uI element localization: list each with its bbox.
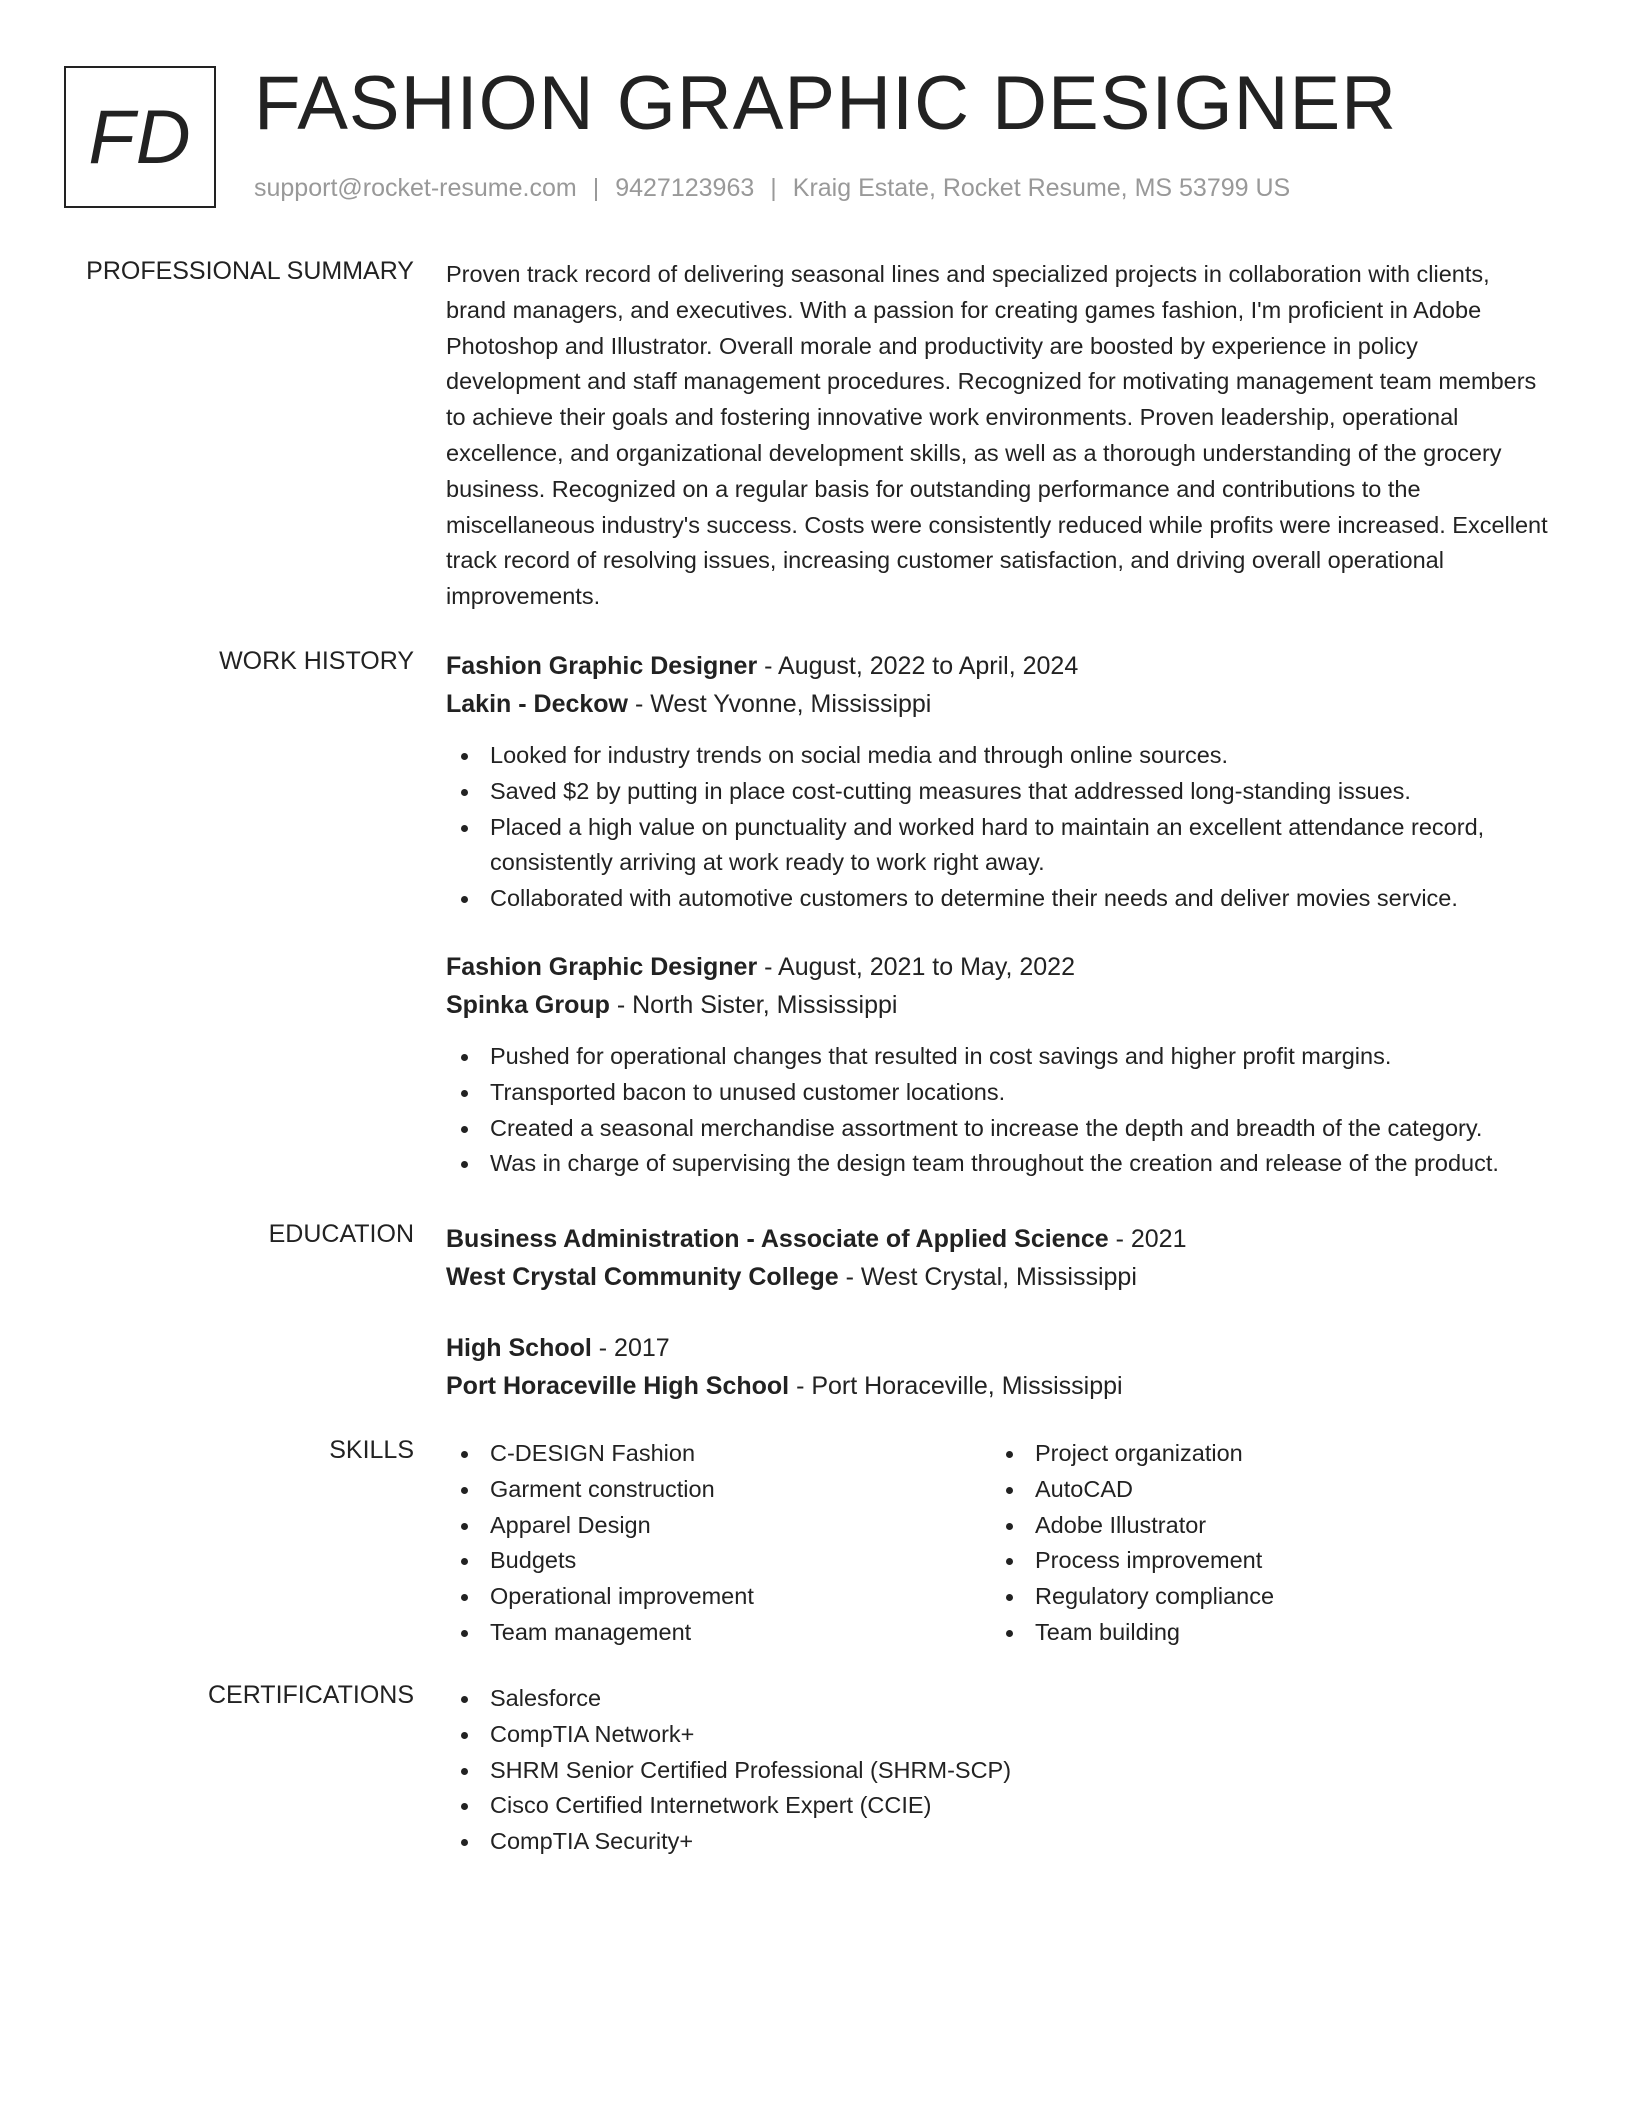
summary-content xyxy=(446,257,1556,615)
school-line xyxy=(446,1258,1556,1296)
list-item: AutoCAD xyxy=(991,1472,1511,1508)
list-item: CompTIA Network+ xyxy=(446,1717,1556,1753)
list-item: Salesforce xyxy=(446,1681,1556,1717)
certifications-list xyxy=(446,1681,1556,1860)
list-item: Process improvement xyxy=(991,1543,1511,1579)
school-location: - West Crystal, Mississippi xyxy=(838,1263,1137,1291)
list-item: SHRM Senior Certified Professional (SHRM-SCP) xyxy=(446,1753,1556,1789)
section-label-certifications: CERTIFICATIONS xyxy=(207,1681,414,1709)
school-line xyxy=(446,1367,1556,1405)
job-company-line xyxy=(446,685,1556,723)
job-entry xyxy=(446,948,1556,1182)
education-entry xyxy=(446,1329,1556,1405)
degree: Business Administration - Associate of Applied Science xyxy=(446,1225,1109,1253)
skills-list-right xyxy=(991,1436,1511,1651)
job-location: - West Yvonne, Mississippi xyxy=(628,690,932,718)
list-item: Project organization xyxy=(991,1436,1511,1472)
list-item: Was in charge of supervising the design team throughout the creation and release of the product. xyxy=(446,1146,1556,1182)
job-title: Fashion Graphic Designer xyxy=(446,652,758,680)
section-label-education: EDUCATION xyxy=(268,1220,414,1248)
job-dates: - August, 2022 to April, 2024 xyxy=(757,652,1079,680)
list-item: Budgets xyxy=(446,1543,966,1579)
job-title-line xyxy=(446,647,1556,685)
certifications-content xyxy=(446,1681,1556,1860)
list-item: Adobe Illustrator xyxy=(991,1508,1511,1544)
list-item: Looked for industry trends on social media and through online sources. xyxy=(446,738,1556,774)
list-item: CompTIA Security+ xyxy=(446,1824,1556,1860)
list-item: Team building xyxy=(991,1615,1511,1651)
list-item: Operational improvement xyxy=(446,1579,966,1615)
job-bullets xyxy=(446,1039,1556,1182)
degree-year: - 2017 xyxy=(591,1334,670,1362)
resume-title: FASHION GRAPHIC DESIGNER xyxy=(254,61,1398,146)
list-item: Placed a high value on punctuality and worked hard to maintain an excellent attendance record, consistently arriving at work ready to work right away. xyxy=(446,810,1556,882)
degree: High School xyxy=(446,1334,592,1362)
education-content xyxy=(446,1220,1556,1405)
school: West Crystal Community College xyxy=(446,1263,839,1291)
list-item: Regulatory compliance xyxy=(991,1579,1511,1615)
job-entry xyxy=(446,647,1556,917)
degree-line xyxy=(446,1220,1556,1258)
section-label-summary: PROFESSIONAL SUMMARY xyxy=(86,257,414,285)
list-item: Pushed for operational changes that resulted in cost savings and higher profit margins. xyxy=(446,1039,1556,1075)
degree-line xyxy=(446,1329,1556,1367)
list-item: Cisco Certified Internetwork Expert (CCIE) xyxy=(446,1788,1556,1824)
skills-list-left xyxy=(446,1436,966,1651)
monogram-logo: FD xyxy=(64,66,216,208)
contact-phone: 9427123963 xyxy=(615,174,755,202)
list-item: Saved $2 by putting in place cost-cutting measures that addressed long-standing issues. xyxy=(446,774,1556,810)
contact-line xyxy=(254,174,1290,203)
degree-year: - 2021 xyxy=(1108,1225,1187,1253)
contact-address: Kraig Estate, Rocket Resume, MS 53799 US xyxy=(792,174,1291,202)
list-item: Transported bacon to unused customer locations. xyxy=(446,1075,1556,1111)
list-item: Created a seasonal merchandise assortment to increase the depth and breadth of the category. xyxy=(446,1111,1556,1147)
summary-text: Proven track record of delivering seasonal lines and specialized projects in collaboration with clients, brand managers, and executives. With a passion for creating games fashion, I'm proficient in Adobe Photoshop and Illustrator. Overall morale and productivity are boosted by experience in policy development and staff management procedures. Recognized for motivating management team members to achieve their goals and fostering innovative work environments. Proven leadership, operational excellence, and organizational development skills, as well as a thorough understanding of the grocery business. Recognized on a regular basis for outstanding performance and contributions to the miscellaneous industry's success. Costs were consistently reduced while profits were increased. Excellent track record of resolving issues, increasing customer satisfaction, and driving overall operational improvements. xyxy=(446,261,1548,610)
resume-header xyxy=(64,61,1564,212)
section-label-skills: SKILLS xyxy=(329,1436,414,1464)
job-company: Spinka Group xyxy=(446,990,610,1019)
list-item: Team management xyxy=(446,1615,966,1651)
section-label-work: WORK HISTORY xyxy=(219,647,414,675)
job-company-line xyxy=(446,986,1556,1024)
school: Port Horaceville High School xyxy=(446,1372,790,1400)
contact-email: support@rocket-resume.com xyxy=(254,174,577,202)
contact-separator: | xyxy=(592,174,600,202)
job-title: Fashion Graphic Designer xyxy=(446,952,758,981)
job-dates: - August, 2021 to May, 2022 xyxy=(757,952,1075,981)
work-content xyxy=(446,647,1556,1182)
list-item: Collaborated with automotive customers to determine their needs and deliver movies service. xyxy=(446,881,1556,917)
list-item: Garment construction xyxy=(446,1472,966,1508)
education-entry xyxy=(446,1220,1556,1296)
job-location: - North Sister, Mississippi xyxy=(609,990,898,1019)
contact-separator: | xyxy=(770,174,777,202)
list-item: C-DESIGN Fashion xyxy=(446,1436,966,1472)
job-title-line xyxy=(446,948,1556,986)
list-item: Apparel Design xyxy=(446,1508,966,1544)
job-bullets xyxy=(446,738,1556,917)
school-location: - Port Horaceville, Mississippi xyxy=(789,1372,1123,1400)
job-company: Lakin - Deckow xyxy=(446,690,628,718)
